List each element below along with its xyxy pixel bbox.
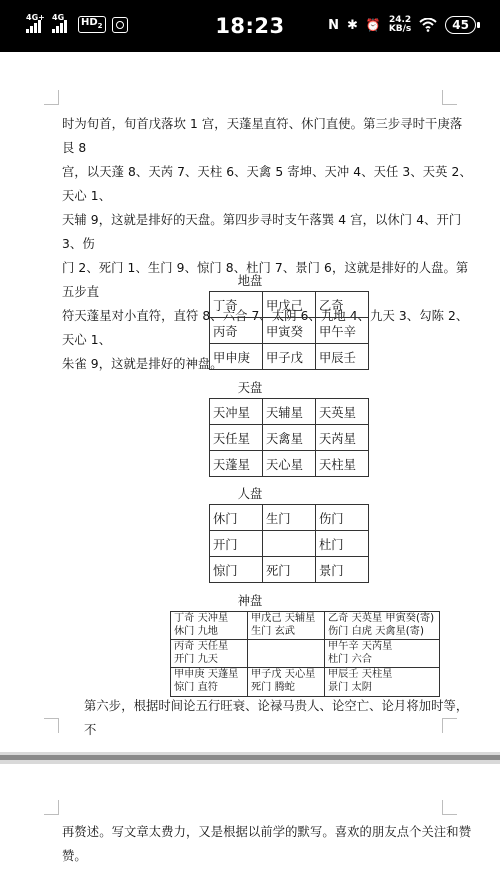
table-row — [210, 505, 369, 531]
paragraph-line: 宫，以天蓬 8、天芮 7、天柱 6、天禽 5 寄坤、天冲 4、天任 3、天英 2、天心 1、 — [62, 165, 472, 203]
table-cell — [325, 640, 440, 668]
page-corner-mark — [442, 90, 457, 105]
tianpan-title: 天盘 — [237, 381, 263, 395]
renpan-title: 人盘 — [237, 487, 263, 501]
paragraph-line: 符天蓬星对小直符，直符 8、六合 7、太阴 6、九地 4、九天 3、勾陈 2、天心 1、 — [62, 309, 469, 347]
status-bar — [0, 0, 500, 52]
cell-line: 甲子戊 天心星 — [251, 669, 316, 681]
cell-line: 丁奇 天冲星 — [174, 613, 229, 624]
table-cell: 甲午辛 — [316, 318, 369, 344]
signal-label: 4G — [52, 12, 65, 22]
tianpan-table — [209, 398, 369, 477]
cell-line: 伤门 白虎 天禽星(寄) — [328, 625, 424, 637]
alarm-icon: ⏰ — [365, 18, 381, 32]
table-cell: 杜门 — [316, 531, 369, 557]
table-cell: 天辅星 — [263, 399, 316, 425]
table-row — [171, 668, 440, 696]
table-cell: 甲子戊 — [263, 344, 316, 370]
cell-line: 甲辰壬 天柱星 — [328, 669, 393, 681]
table-cell: 天冲星 — [210, 399, 263, 425]
table-cell: 天心星 — [263, 451, 316, 477]
table-cell — [171, 640, 248, 668]
cell-line: 甲午辛 天芮星 — [328, 641, 393, 653]
table-row — [210, 531, 369, 557]
table-cell — [248, 612, 325, 640]
page-corner-mark — [442, 800, 457, 815]
table-cell — [325, 612, 440, 640]
cell-line: 开门 九天 — [174, 653, 218, 665]
cell-line: 杜门 六合 — [328, 653, 372, 665]
page-corner-mark — [44, 90, 59, 105]
battery-indicator: 45 — [445, 16, 476, 34]
hd-label: HD — [81, 17, 98, 28]
paragraph-line: 门 2、死门 1、生门 9、惊门 8、杜门 7、景门 6，这就是排好的人盘。第五步直 — [62, 261, 469, 299]
table-cell: 生门 — [263, 505, 316, 531]
cell-line: 生门 玄武 — [251, 625, 295, 637]
table-row — [210, 425, 369, 451]
table-cell: 景门 — [316, 557, 369, 583]
paragraph-line: 时为旬首，旬首戊落坎 1 宫，天蓬星直符、休门直使。第三步寻时干庚落艮 8 — [62, 117, 463, 155]
table-row — [210, 344, 369, 370]
page-corner-mark — [44, 800, 59, 815]
table-cell: 丙奇 — [210, 318, 263, 344]
table-cell: 天禽星 — [263, 425, 316, 451]
paragraph-line: 朱雀 9，这就是排好的神盘。 — [62, 357, 223, 371]
page-separator — [0, 752, 500, 764]
table-row — [171, 612, 440, 640]
table-cell: 天柱星 — [316, 451, 369, 477]
signal-label: 4G+ — [26, 12, 45, 22]
table-row — [210, 451, 369, 477]
table-cell: 甲申庚 — [210, 344, 263, 370]
status-right — [328, 16, 476, 34]
page-corner-mark — [44, 718, 59, 733]
step6-paragraph: 第六步，根据时间论五行旺衰、论禄马贵人、论空亡、论月将加时等，不 — [84, 699, 469, 737]
cell-line: 甲申庚 天蓬星 — [174, 669, 239, 681]
dipan-table — [209, 291, 369, 370]
table-cell: 伤门 — [316, 505, 369, 531]
renpan-table — [209, 504, 369, 583]
table-row — [171, 640, 440, 668]
net-speed — [389, 16, 411, 34]
table-cell: 死门 — [263, 557, 316, 583]
table-cell: 乙奇 — [316, 292, 369, 318]
speed-value: 24.2 — [388, 15, 412, 25]
table-row — [210, 292, 369, 318]
hd-sub: 2 — [97, 22, 103, 30]
table-cell: 甲辰壬 — [316, 344, 369, 370]
table-cell — [171, 612, 248, 640]
table-cell — [325, 668, 440, 696]
cell-line: 甲戊己 天辅星 — [251, 613, 316, 624]
table-cell — [248, 640, 325, 668]
cell-line: 丙奇 天任星 — [174, 641, 229, 653]
table-row — [210, 399, 369, 425]
bluetooth-icon: ✱ — [346, 17, 358, 33]
shenpan-table — [170, 611, 440, 697]
table-cell: 丁奇 — [210, 292, 263, 318]
dipan-title: 地盘 — [237, 274, 263, 288]
table-cell — [263, 531, 316, 557]
speed-unit: KB/s — [388, 24, 412, 34]
table-cell — [171, 668, 248, 696]
cell-line: 景门 太阴 — [328, 681, 372, 693]
table-row — [210, 557, 369, 583]
table-cell: 天芮星 — [316, 425, 369, 451]
table-cell: 天任星 — [210, 425, 263, 451]
table-cell: 天蓬星 — [210, 451, 263, 477]
cell-line: 惊门 直符 — [174, 681, 218, 693]
table-cell: 天英星 — [316, 399, 369, 425]
cell-line: 休门 九地 — [174, 625, 218, 637]
table-cell: 惊门 — [210, 557, 263, 583]
table-row — [210, 318, 369, 344]
paragraph-line: 天辅 9，这就是排好的天盘。第四步寻时支午落巽 4 宫，以休门 4、开门 3、伤 — [62, 213, 462, 251]
table-cell: 休门 — [210, 505, 263, 531]
table-cell: 甲戊己 — [263, 292, 316, 318]
table-cell — [248, 668, 325, 696]
clock: 18:23 — [215, 14, 285, 38]
cell-line: 乙奇 天英星 甲寅癸(寄) — [328, 613, 435, 624]
nfc-icon: N — [328, 17, 339, 33]
table-cell: 开门 — [210, 531, 263, 557]
wifi-icon — [419, 18, 437, 32]
table-cell: 甲寅癸 — [263, 318, 316, 344]
shenpan-title: 神盘 — [237, 594, 263, 608]
cell-line: 死门 腾蛇 — [251, 681, 295, 693]
page2-paragraph: 再赘述。写文章太费力，又是根据以前学的默写。喜欢的朋友点个关注和赞赞。 — [62, 825, 472, 863]
